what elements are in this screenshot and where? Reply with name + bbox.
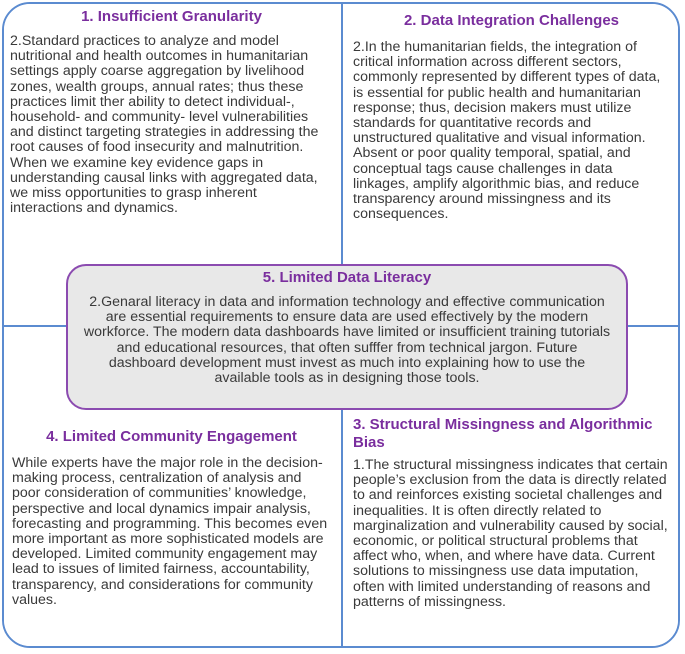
center-box-limited-data-literacy (66, 264, 628, 410)
center-body: 2.Genaral literacy in data and information technology and effective communication are essential requirements to ensure data are used effectively by the modern workforce. The modern data dashboards have limited or insufficient training tutorials and educational resources, that often sufffer from technical jargon. Future dashboard development must invest as much into explaining how to use the available tools as in designing those tools. (83, 294, 611, 387)
quadrant-title: 2. Data Integration Challenges (403, 12, 620, 29)
quadrant-body: While experts have the major role in the decision-making process, centralization of analysis and poor consideration of communities’ knowledge, perspective and local dynamics impair analysis, forecasting and programming. This becomes even more important as more sophisticated models are developed. Limited community engagement may lead to issues of limited fairness, accountability, transparency, and considerations for community values. (12, 455, 328, 608)
quadrant-body: 1.The structural missingness indicates that certain people’s exclusion from the data is directly related to and reinforces existing societal challenges and inequalities. It is often directly related to marginalization and vulnerability caused by social, economic, or political structural problems that affect who, when, and where have data. Current solutions to missingness use data imputation, often with limited understanding of reasons and patterns of missingness. (353, 457, 668, 610)
quadrant-insufficient-granularity (4, 4, 339, 266)
quadrant-structural-missingness (345, 412, 678, 646)
quadrant-data-integration-challenges (345, 4, 678, 266)
quadrant-body: 2.In the humanitarian fields, the integration of critical information across different sectors, commonly represented by different types of data, is essential for public health and humanitarian response; thus, decision makers must utilize standards for quantitative records and unstructured qualitative and visual information. Absent or poor quality temporal, spatial, and conceptual tags cause challenges in data linkages, amplify algorithmic bias, and reduce transparency around missingness and its consequences. (353, 39, 661, 223)
quadrant-limited-community-engagement (4, 412, 339, 646)
quadrant-body: 2.Standard practices to analyze and model nutritional and health outcomes in humanitarian settings apply coarse aggregation by livelihood zones, wealth groups, annual rates; thus these practices limit ther ability to detect individual-, household- and community- level vulnerabilities and distinct targeting strategies in addressing the root causes of food insecurity and malnutrition. When we examine key evidence gaps in understanding causal links with aggregated data, we miss opportunities to grasp inherent interactions and dynamics. (10, 33, 319, 217)
quadrant-title: 4. Limited Community Engagement (46, 428, 297, 445)
center-title: 5. Limited Data Literacy (262, 269, 432, 286)
quadrant-title: 1. Insufficient Granularity (81, 8, 262, 25)
quadrant-title: 3. Structural Missingness and Algorithmic Bias (353, 416, 653, 451)
